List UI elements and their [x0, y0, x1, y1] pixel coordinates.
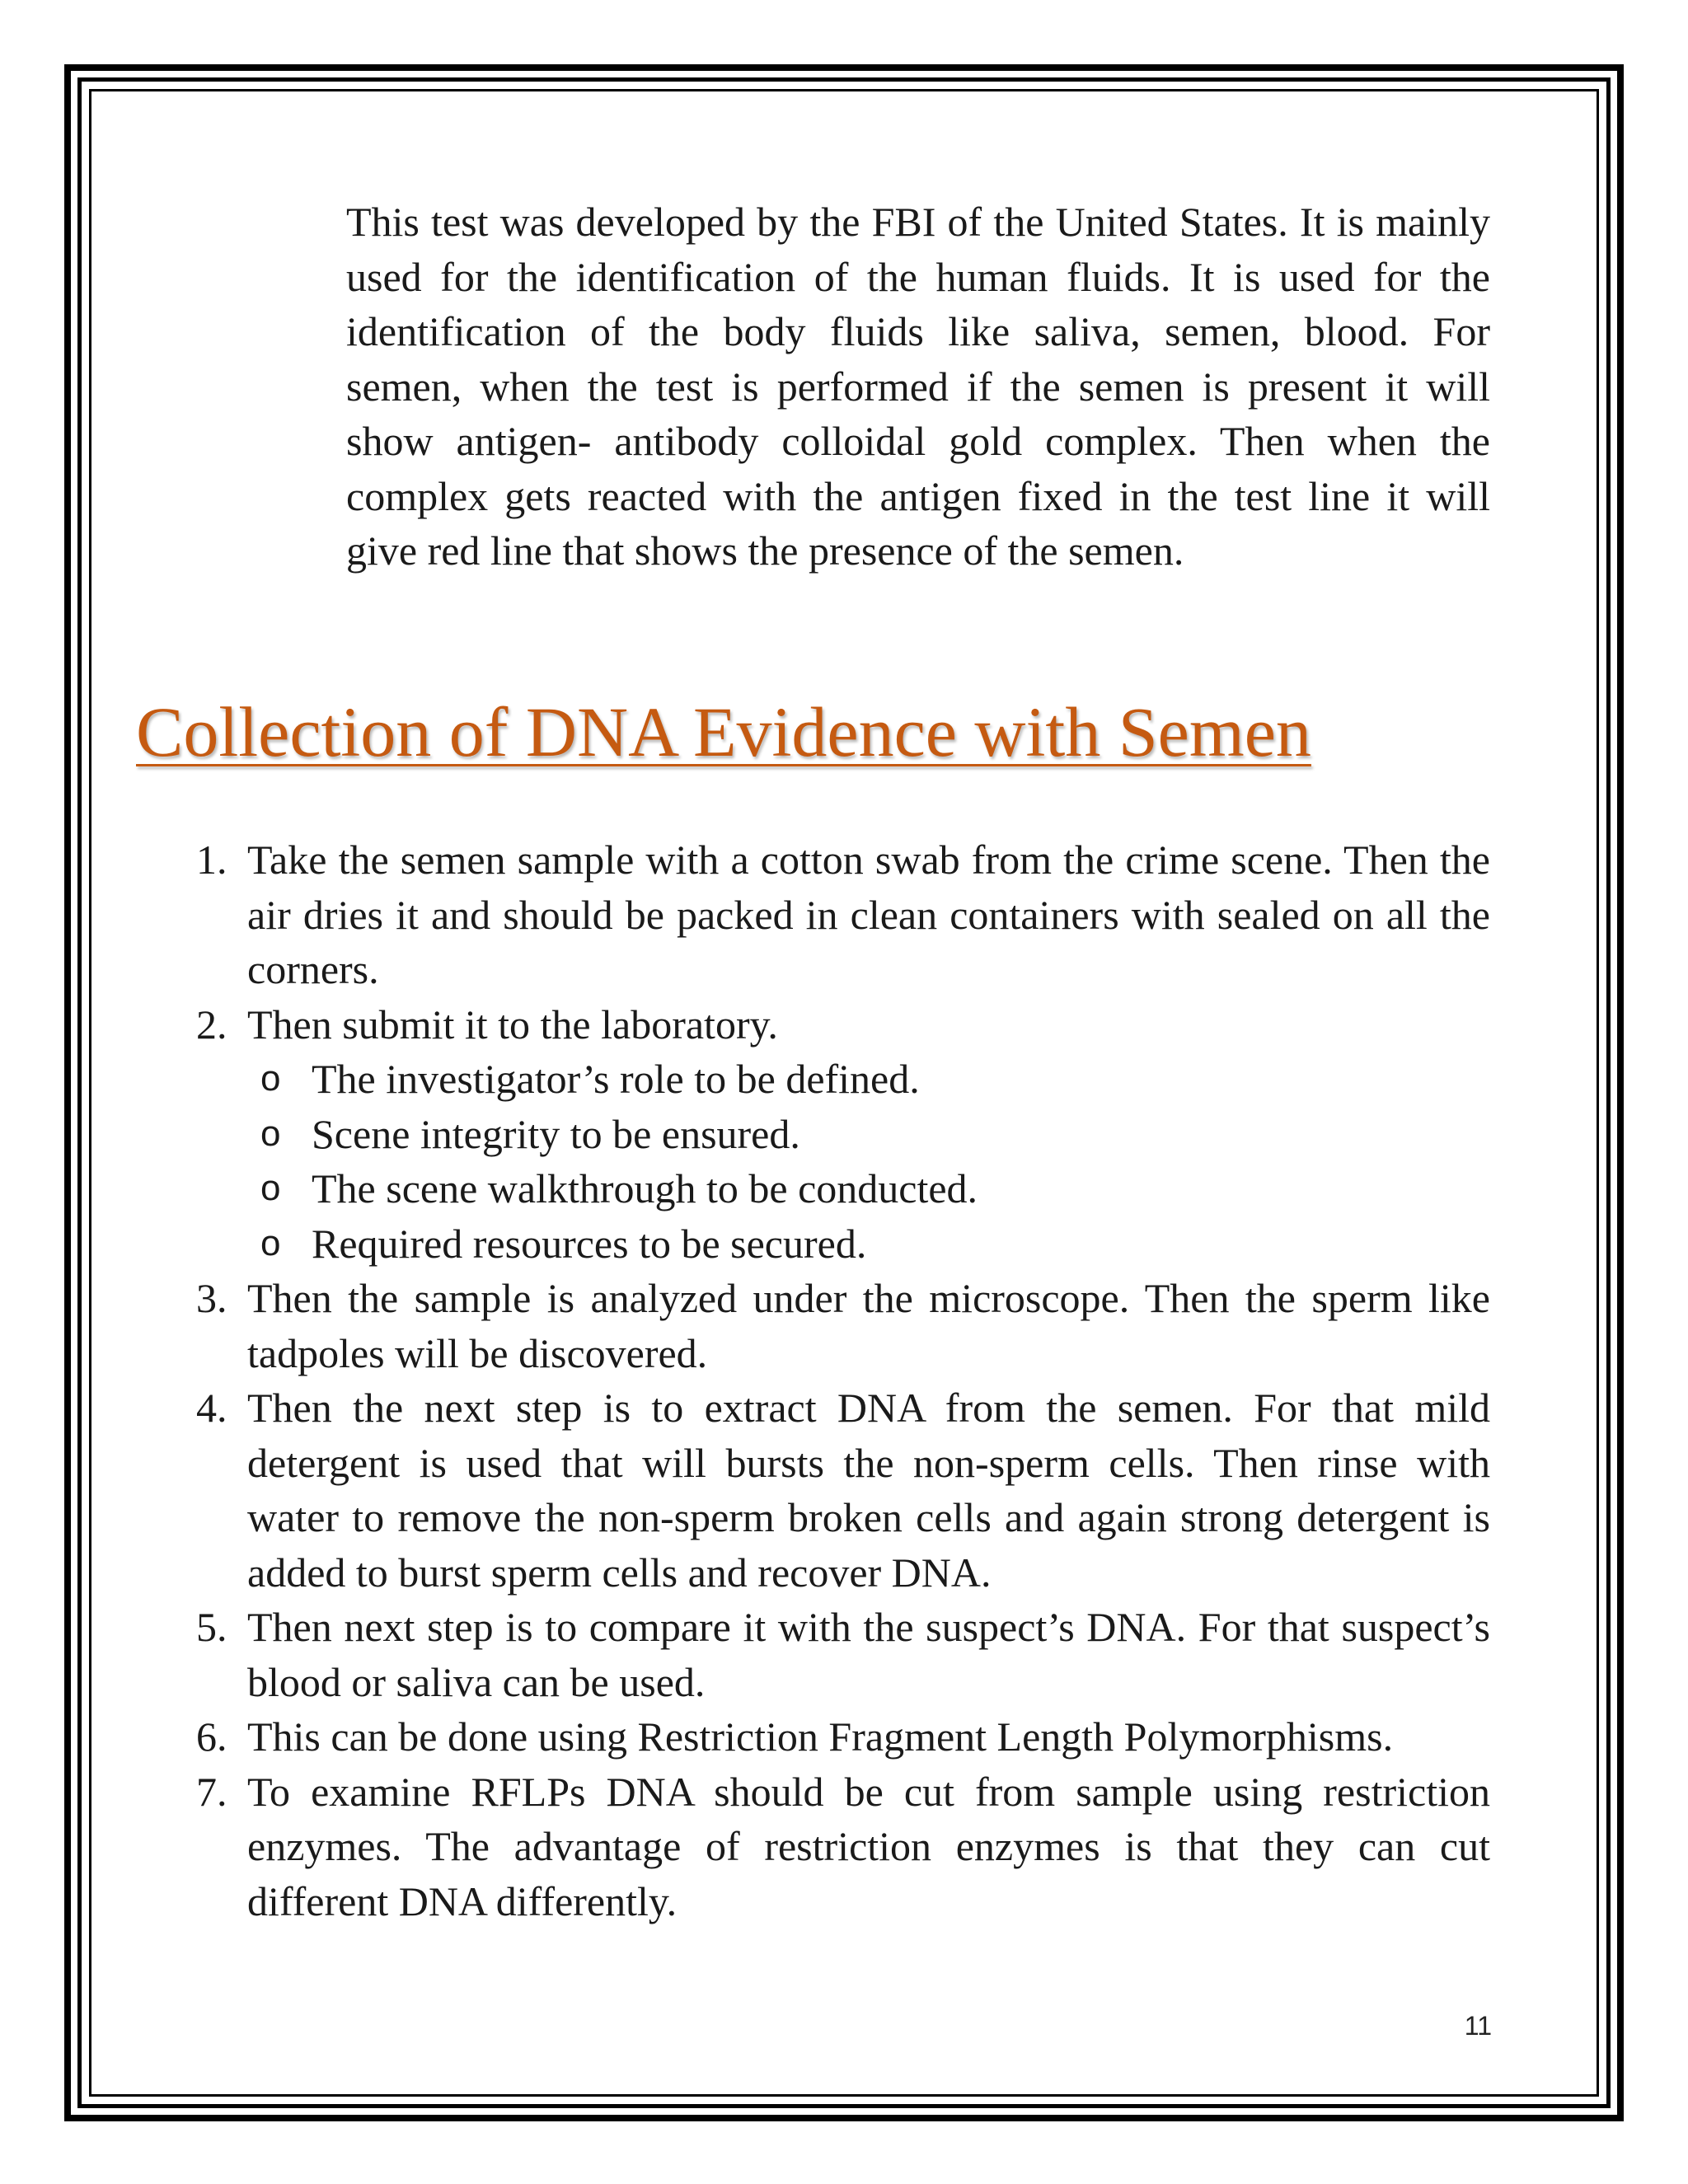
sub-list-item	[247, 1161, 1490, 1216]
section-heading: Collection of DNA Evidence with Semen	[136, 692, 1311, 771]
sub-item-text: The scene walkthrough to be conducted.	[312, 1165, 978, 1212]
bullet-icon: o	[260, 1222, 281, 1263]
step-number: 4.	[196, 1385, 227, 1431]
step-number: 3.	[196, 1275, 227, 1321]
step-number: 7.	[196, 1768, 227, 1815]
list-item	[196, 1600, 1490, 1709]
sub-list	[247, 1052, 1490, 1271]
sub-item-text: Required resources to be secured.	[312, 1220, 867, 1267]
sub-item-text: Scene integrity to be ensured.	[312, 1110, 800, 1157]
step-text: To examine RFLPs DNA should be cut from sample using restriction enzymes. The advantage of restriction enzymes is that they can cut different DNA differently.	[247, 1768, 1490, 1924]
page-number: 11	[1464, 2011, 1492, 2041]
sub-list-item	[247, 1052, 1490, 1107]
list-item	[196, 1271, 1490, 1380]
bullet-icon: o	[260, 1168, 281, 1208]
sub-item-text: The investigator’s role to be defined.	[312, 1056, 920, 1102]
list-item	[196, 997, 1490, 1272]
step-number: 1.	[196, 837, 227, 883]
bullet-icon: o	[260, 1113, 281, 1154]
step-text: Take the semen sample with a cotton swab from the crime scene. Then the air dries it and should be packed in clean containers with sealed on all the corners.	[247, 837, 1490, 992]
list-item	[196, 832, 1490, 997]
list-item	[196, 1709, 1490, 1765]
step-text: Then the next step is to extract DNA from the semen. For that mild detergent is used that will bursts the non-sperm cells. Then rinse with water to remove the non-sperm broken cells and again strong detergent is added to burst sperm cells and recover DNA.	[247, 1385, 1490, 1596]
sub-list-item	[247, 1107, 1490, 1162]
sub-list-item	[247, 1216, 1490, 1272]
steps-list	[196, 832, 1490, 1929]
list-item	[196, 1380, 1490, 1600]
intro-paragraph: This test was developed by the FBI of the United States. It is mainly used for the identification of the human fluids. It is used for the identification of the body fluids like saliva, semen, blood. For semen, when the test is performed if the semen is present it will show antigen- antibody colloidal gold complex. Then when the complex gets reacted with the antigen fixed in the test line it will give red line that shows the presence of the semen.	[346, 199, 1490, 574]
list-item	[196, 1765, 1490, 1929]
step-number: 2.	[196, 1001, 227, 1047]
step-number: 5.	[196, 1604, 227, 1650]
step-text: This can be done using Restriction Fragment Length Polymorphisms.	[247, 1713, 1394, 1760]
step-text: Then submit it to the laboratory.	[247, 1001, 778, 1047]
step-number: 6.	[196, 1713, 227, 1760]
bullet-icon: o	[260, 1058, 281, 1099]
step-text: Then next step is to compare it with the suspect’s DNA. For that suspect’s blood or saliva can be used.	[247, 1604, 1490, 1705]
step-text: Then the sample is analyzed under the microscope. Then the sperm like tadpoles will be discovered.	[247, 1275, 1490, 1376]
